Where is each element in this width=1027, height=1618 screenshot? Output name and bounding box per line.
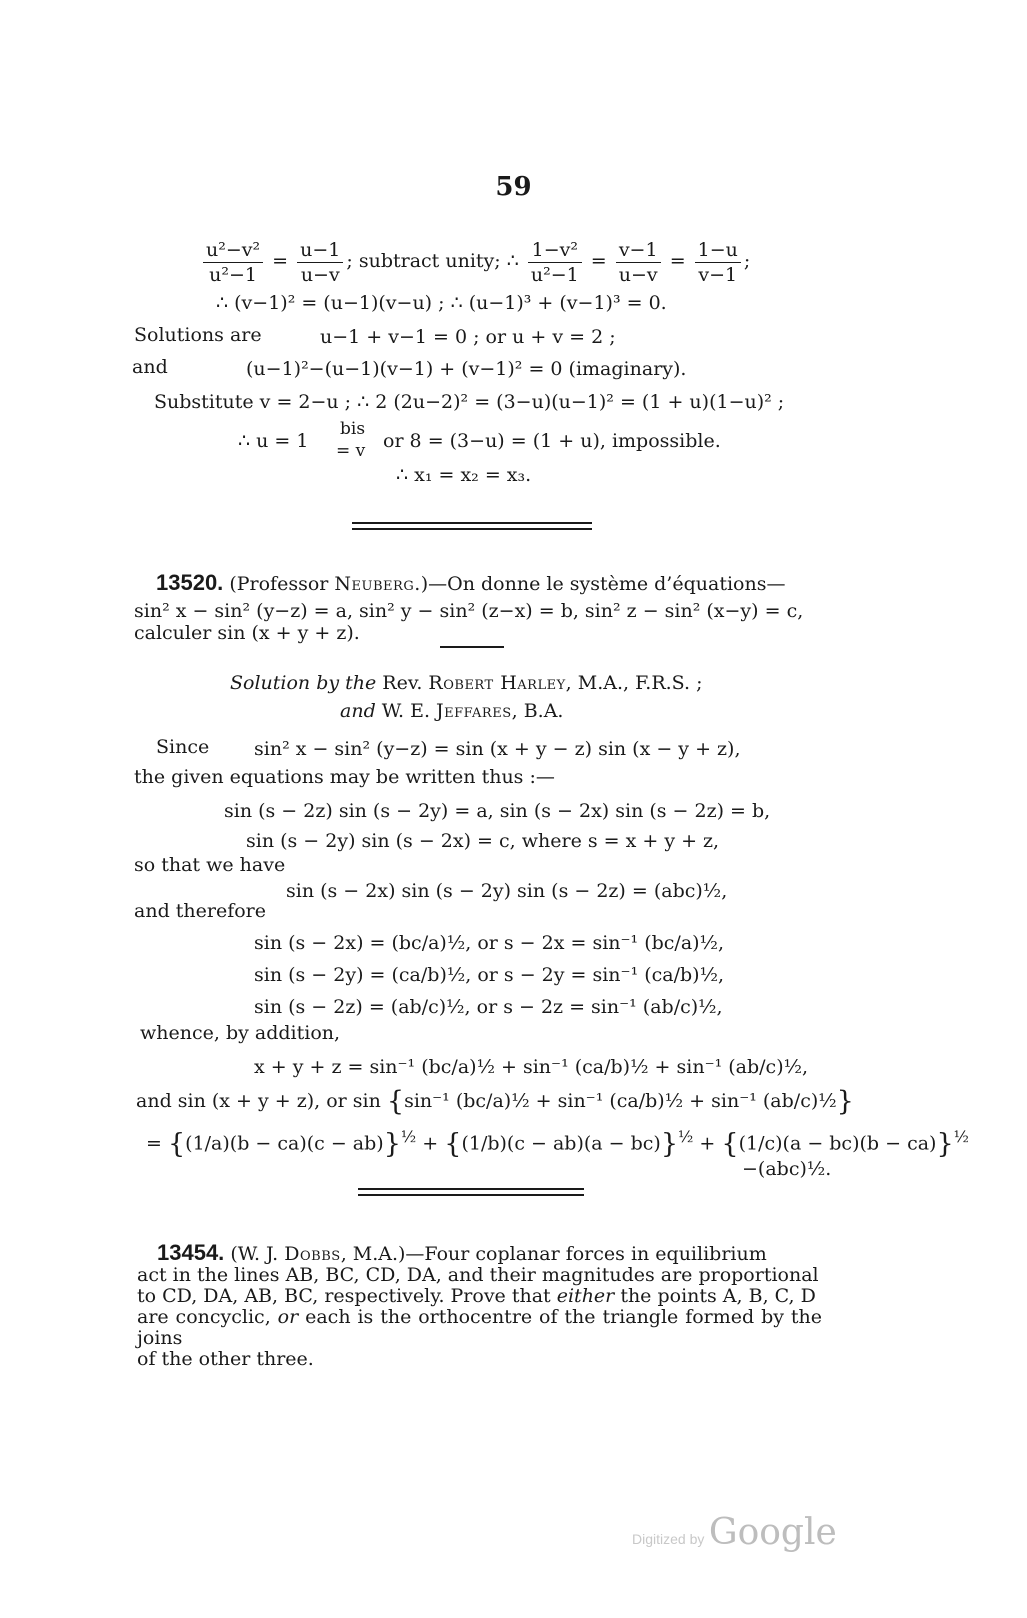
- solver-credentials: , M.A., F.R.S. ;: [565, 672, 703, 694]
- solver-initials: W. E.: [381, 700, 430, 722]
- fraction-denominator: v−1: [698, 263, 738, 286]
- question-number: 13454.: [157, 1240, 225, 1265]
- solver-name: Robert Harley: [428, 672, 566, 694]
- question-number: 13520.: [156, 570, 224, 595]
- since-label: Since: [156, 736, 210, 758]
- impossible-text: or 8 = (3−u) = (1 + u), impossible.: [383, 430, 721, 452]
- half-exponent: ½: [678, 1127, 694, 1146]
- question-13454-line-1: [137, 1242, 822, 1265]
- sum-equation: x + y + z = sin⁻¹ (bc/a)½ + sin⁻¹ (ca/b)½ + sin⁻¹ (ab/c)½,: [254, 1056, 809, 1078]
- author-prefix: (Professor: [229, 573, 329, 595]
- question-text: the points A, B, C, D: [620, 1285, 816, 1307]
- solution-byline-2: [340, 700, 563, 722]
- expansion-line: [146, 1126, 969, 1160]
- question-text: )—On donne le système d’équations—: [420, 573, 786, 595]
- separator-rule: [352, 528, 592, 530]
- open-brace: {: [167, 1128, 186, 1160]
- solver-credentials: , B.A.: [511, 700, 564, 722]
- calculer-line: calculer sin (x + y + z).: [134, 622, 360, 644]
- close-brace: }: [936, 1128, 954, 1160]
- equation-y: sin (s − 2y) = (ca/b)½, or s − 2y = sin⁻¹ (ca/b)½,: [254, 964, 725, 986]
- fraction: [528, 238, 582, 287]
- and-label: and: [132, 356, 168, 378]
- close-brace: }: [383, 1128, 401, 1160]
- so-that-text: so that we have: [134, 854, 286, 876]
- question-text: each is the orthocentre of the triangle formed by the joins: [137, 1306, 822, 1349]
- open-brace: {: [444, 1128, 462, 1160]
- fraction-numerator: 1−u: [695, 238, 741, 263]
- whence-text: whence, by addition,: [140, 1022, 341, 1044]
- fraction-numerator: v−1: [616, 238, 661, 263]
- final-term: −(abc)½.: [742, 1158, 832, 1180]
- x-equal-line: ∴ x₁ = x₂ = x₃.: [396, 464, 532, 486]
- open-brace: {: [721, 1128, 739, 1160]
- separator-rule: [358, 1188, 584, 1190]
- either-text: either: [556, 1285, 615, 1307]
- fraction-denominator: u²−1: [530, 263, 579, 286]
- and-text: and: [340, 700, 376, 722]
- fraction: [297, 238, 343, 287]
- question-text: to CD, DA, AB, BC, respectively. Prove that: [137, 1285, 551, 1307]
- fraction-numerator: u−1: [297, 238, 343, 263]
- sine-sum-label: and sin (x + y + z), or sin: [136, 1090, 381, 1112]
- plus-sign: +: [699, 1132, 716, 1155]
- solutions-equation: u−1 + v−1 = 0 ; or u + v = 2 ;: [320, 326, 616, 348]
- solutions-label: Solutions are: [134, 324, 262, 346]
- question-text: , M.A.)—Four coplanar forces in equilibrium: [340, 1243, 767, 1265]
- half-exponent: ½: [400, 1127, 417, 1146]
- solution-byline: [230, 672, 703, 694]
- question-13454-line-5: of the other three.: [137, 1348, 314, 1370]
- page-number: 59: [495, 172, 532, 202]
- google-watermark: [632, 1512, 837, 1553]
- fraction: [203, 238, 263, 287]
- question-13520-header: [156, 572, 785, 595]
- solution-by-text: Solution by the: [230, 672, 377, 694]
- author-name: Dobbs: [284, 1243, 341, 1265]
- equation-set-1: sin (s − 2z) sin (s − 2y) = a, sin (s − 2x) sin (s − 2z) = b,: [224, 800, 771, 822]
- question-13454-line-4: [137, 1307, 822, 1349]
- rev-text: Rev.: [382, 672, 423, 694]
- subtract-unity-text: ; subtract unity;: [346, 250, 501, 272]
- solver-name: Jeffares: [436, 700, 512, 722]
- separator-rule: [352, 522, 592, 524]
- system-of-equations: sin² x − sin² (y−z) = a, sin² y − sin² (z−x) = b, sin² z − sin² (x−y) = c,: [134, 600, 804, 622]
- question-text: are concyclic,: [137, 1306, 271, 1328]
- separator-rule: [358, 1194, 584, 1196]
- equation-x: sin (s − 2x) = (bc/a)½, or s − 2x = sin⁻¹ (bc/a)½,: [254, 932, 725, 954]
- product-equation: sin (s − 2x) sin (s − 2y) sin (s − 2z) = (abc)½,: [286, 880, 728, 902]
- equals-sign: =: [272, 250, 289, 272]
- imaginary-equation: (u−1)²−(u−1)(v−1) + (v−1)² = 0 (imaginary).: [246, 358, 687, 380]
- sine-sum-line: [136, 1086, 854, 1117]
- author-prefix: (W. J.: [230, 1243, 279, 1265]
- question-13454: [137, 1242, 822, 1370]
- fraction-denominator: u²−1: [209, 263, 257, 286]
- equation-set-2: sin (s − 2y) sin (s − 2x) = c, where s = x + y + z,: [246, 830, 720, 852]
- question-13454-line-2: act in the lines AB, BC, CD, DA, and their magnitudes are proportional: [137, 1264, 819, 1286]
- expansion-term-2: (1/b)(c − ab)(a − bc): [461, 1132, 661, 1155]
- given-text: the given equations may be written thus :—: [134, 766, 555, 788]
- sine-sum-inner: sin⁻¹ (bc/a)½ + sin⁻¹ (ca/b)½ + sin⁻¹ (ab/c)½: [404, 1090, 837, 1112]
- fraction-denominator: u−v: [618, 263, 658, 286]
- equals-sign: =: [669, 250, 686, 272]
- equals-v: = v: [336, 441, 366, 461]
- fraction: [616, 238, 661, 287]
- fraction-numerator: u²−v²: [203, 238, 263, 263]
- equation-z: sin (s − 2z) = (ab/c)½, or s − 2z = sin⁻¹ (ab/c)½,: [254, 996, 723, 1018]
- fraction-denominator: u−v: [300, 263, 340, 286]
- plus-sign: +: [422, 1132, 439, 1155]
- equals-sign: =: [146, 1132, 162, 1155]
- author-name: Neuberg.: [334, 573, 421, 595]
- expansion-term-3: (1/c)(a − bc)(b − ca): [738, 1132, 937, 1155]
- u-equals-one: ∴ u = 1: [238, 430, 309, 452]
- close-brace: }: [660, 1128, 679, 1160]
- equals-sign: =: [590, 250, 607, 272]
- or-text: or: [277, 1306, 299, 1328]
- close-brace: }: [836, 1086, 854, 1117]
- equation-line-2: ∴ (v−1)² = (u−1)(v−u) ; ∴ (u−1)³ + (v−1)³ = 0.: [216, 292, 667, 314]
- question-13454-line-3: [137, 1286, 822, 1307]
- substitute-line: Substitute v = 2−u ; ∴ 2 (2u−2)² = (3−u)(u−1)² = (1 + u)(1−u)² ;: [154, 391, 785, 413]
- equation-line-1: $\frac{\text{u²−v²}}{\text{u²−1}}$ = $\frac{u-1}{u-v}$ ; subtract unity; ∴ $\frac{\text{1−v²}}{\text{u²−1}}$ = $\frac{v-1}{u-v}$ = $\frac{1-u}{v-1}$ ;: [200, 236, 750, 287]
- and-therefore-text: and therefore: [134, 900, 267, 922]
- digitized-by-text: Digitized by: [632, 1531, 705, 1547]
- since-equation: sin² x − sin² (y−z) = sin (x + y − z) sin (x − y + z),: [254, 738, 741, 760]
- fraction: [695, 238, 741, 287]
- half-exponent: ½: [953, 1127, 969, 1146]
- google-logo: Google: [708, 1512, 837, 1553]
- expansion-term-1: (1/a)(b − ca)(c − ab): [185, 1132, 384, 1155]
- open-brace: {: [386, 1086, 405, 1117]
- fraction-numerator: 1−v²: [528, 238, 582, 263]
- short-rule: [440, 646, 504, 648]
- therefore-symbol: ∴: [506, 250, 519, 272]
- bis-label: bis: [340, 419, 366, 439]
